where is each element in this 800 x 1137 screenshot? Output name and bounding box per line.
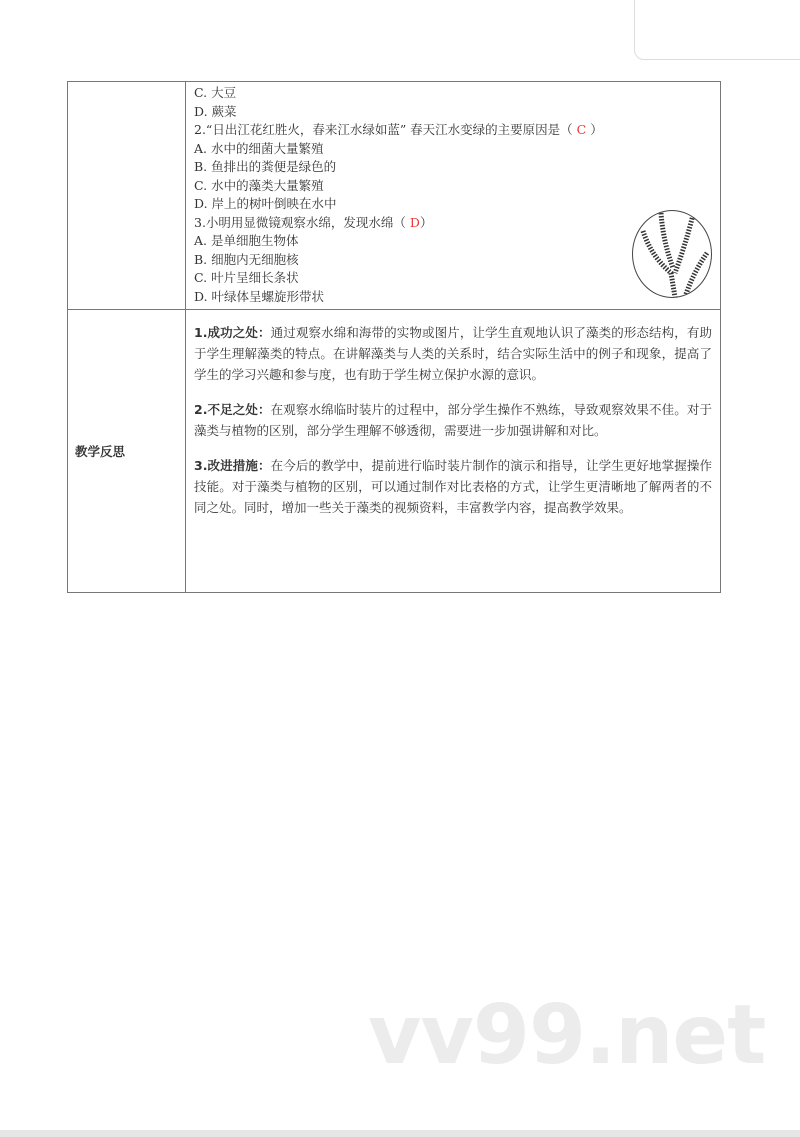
reflection-label: 教学反思 xyxy=(68,310,186,593)
questions-cell xyxy=(186,82,721,310)
question-3: 3.小明用显微镜观察水绵，发现水绵（ D） xyxy=(194,214,433,230)
option-line: C. 水中的藻类大量繁殖 xyxy=(194,177,324,193)
watermark: vv99.net xyxy=(368,988,766,1083)
corner-panel xyxy=(634,0,800,60)
reflection-item: 2.不足之处：在观察水绵临时装片的过程中，部分学生操作不熟练，导致观察效果不佳。对于藻类与植物的区别，部分学生理解不够透彻，需要进一步加强讲解和对比。 xyxy=(194,402,712,438)
reflection-cell xyxy=(186,310,721,593)
question-2: 2.“日出江花红胜火，春来江水绿如蓝” 春天江水变绿的主要原因是（ C ） xyxy=(194,122,603,137)
option-line: C. 叶片呈细长条状 xyxy=(194,270,299,285)
option-line: D. 蕨菜 xyxy=(194,103,237,119)
option-line: B. 细胞内无细胞核 xyxy=(194,251,299,267)
lesson-table xyxy=(67,81,721,593)
answer: C xyxy=(576,122,587,137)
spirogyra-microscope-image xyxy=(632,210,712,298)
bottom-bar xyxy=(0,1130,800,1137)
answer: D xyxy=(409,214,420,230)
option-line: C. 大豆 xyxy=(194,85,237,100)
reflection-item: 1.成功之处：通过观察水绵和海带的实物或图片，让学生直观地认识了藻类的形态结构，有助于学生理解藻类的特点。在讲解藻类与人类的关系时，结合实际生活中的例子和现象，提高了学生的学习兴趣和参与度，也有助于学生树立保护水源的意识。 xyxy=(194,325,712,382)
option-line: A. 水中的细菌大量繁殖 xyxy=(194,140,324,156)
option-line: B. 鱼排出的粪便是绿色的 xyxy=(194,159,337,174)
empty-label-cell xyxy=(68,82,186,310)
option-line: A. 是单细胞生物体 xyxy=(194,233,299,248)
reflection-item: 3.改进措施：在今后的教学中，提前进行临时装片制作的演示和指导，让学生更好地掌握操作技能。对于藻类与植物的区别，可以通过制作对比表格的方式，让学生更清晰地了解两者的不同之处。同时，增加一些关于藻类的视频资料，丰富教学内容，提高教学效果。 xyxy=(194,458,712,515)
option-line: D. 叶绿体呈螺旋形带状 xyxy=(194,288,325,304)
option-line: D. 岸上的树叶倒映在水中 xyxy=(194,196,337,211)
